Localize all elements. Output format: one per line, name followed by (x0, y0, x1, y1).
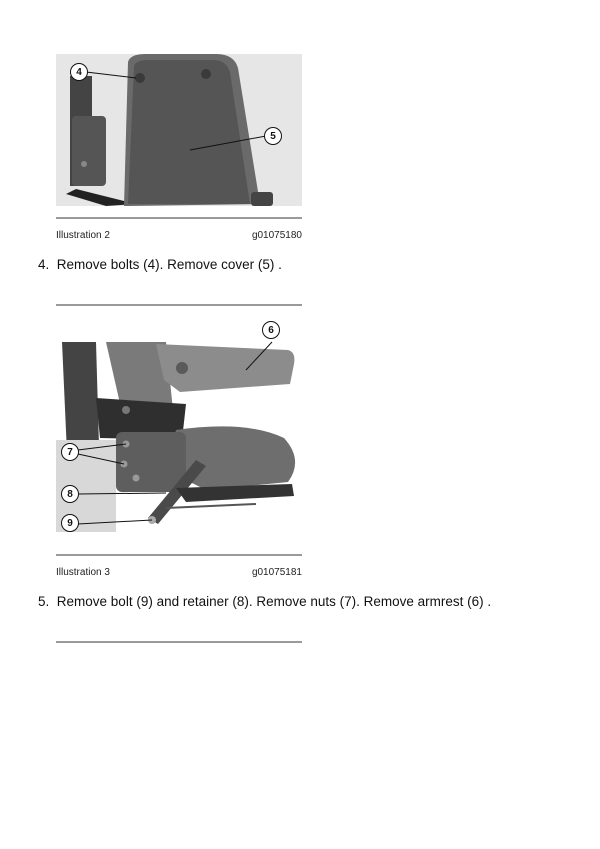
illustration-3-caption (56, 567, 302, 578)
divider (56, 217, 302, 219)
illustration-3-image (56, 320, 302, 532)
illustration-2-image (56, 54, 302, 206)
callout-9: 9 (61, 514, 79, 532)
divider (56, 554, 302, 556)
illustration-label: Illustration 3 (56, 567, 110, 578)
graphic-id: g01075180 (251, 230, 302, 241)
step-5 (38, 594, 491, 609)
step-text: Remove bolts (4). Remove cover (5) . (56, 257, 282, 272)
callout-7: 7 (61, 443, 79, 461)
step-4 (38, 257, 282, 272)
step-number: 4. (38, 257, 50, 272)
callout-5: 5 (264, 127, 282, 145)
step-number: 5. (38, 594, 50, 609)
graphic-id: g01075181 (251, 567, 302, 578)
callout-4: 4 (70, 63, 88, 81)
callout-6: 6 (262, 321, 280, 339)
armrest-assembly-photo (56, 320, 302, 532)
divider (56, 641, 302, 643)
divider (56, 304, 302, 306)
illustration-2-caption (56, 230, 302, 241)
step-text: Remove bolt (9) and retainer (8). Remove nuts (7). Remove armrest (6) . (56, 594, 492, 609)
illustration-label: Illustration 2 (56, 230, 110, 241)
callout-8: 8 (61, 485, 79, 503)
